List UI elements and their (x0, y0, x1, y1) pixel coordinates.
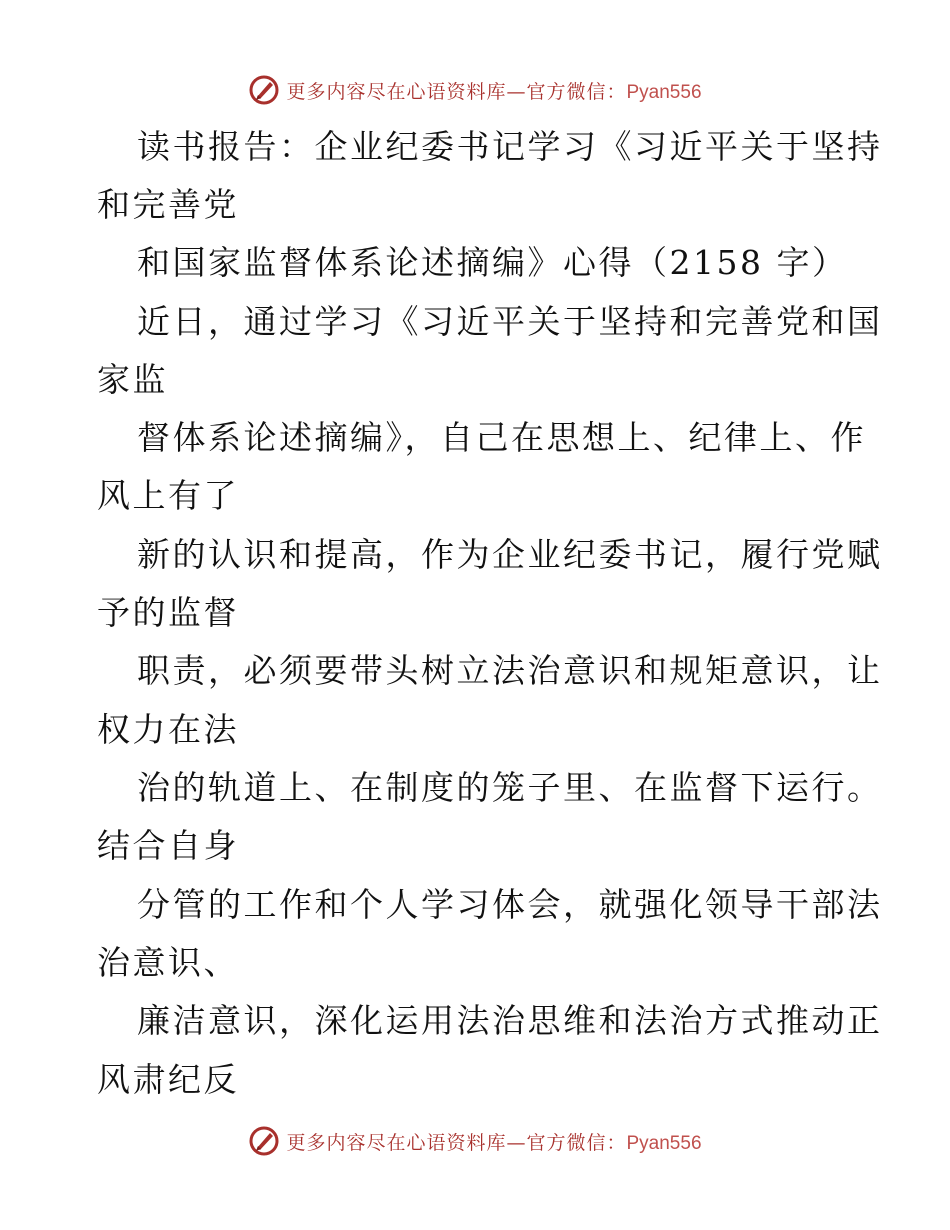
doc-line-14: 分管的工作和个人学习体会，就强化领导干部法 (137, 885, 883, 924)
footer-separator: — (506, 1131, 527, 1154)
doc-line-15: 治意识、 (97, 943, 239, 982)
header-brand-text: 更多内容尽在心语资料库 (286, 80, 507, 103)
header-contact-text: 官方微信： (526, 80, 627, 103)
doc-line-16: 廉洁意识，深化运用法治思维和法治方式推动正 (137, 1001, 883, 1040)
doc-line-12: 治的轨道上、在制度的笼子里、在监督下运行。 (137, 768, 883, 807)
doc-line-1: 读书报告：企业纪委书记学习《习近平关于坚持 (137, 127, 883, 166)
doc-line-17: 风肃纪反 (97, 1060, 239, 1099)
doc-line-7: 风上有了 (97, 476, 239, 515)
doc-line-2: 和完善党 (97, 185, 239, 224)
doc-line-3: 和国家监督体系论述摘编》心得（2158 字） (137, 243, 848, 282)
footer-watermark (0, 1121, 950, 1161)
header-wechat-id: Pyan556 (626, 81, 702, 103)
header-separator: — (506, 80, 527, 103)
pen-circle-logo-icon (248, 1125, 280, 1157)
doc-line-13: 结合自身 (97, 826, 239, 865)
doc-line-10: 职责，必须要带头树立法治意识和规矩意识，让 (137, 651, 883, 690)
doc-line-6: 督体系论述摘编》，自己在思想上、纪律上、作 (137, 418, 866, 457)
footer-wechat-id: Pyan556 (626, 1132, 702, 1154)
doc-line-9: 予的监督 (97, 593, 239, 632)
doc-line-8: 新的认识和提高，作为企业纪委书记，履行党赋 (137, 535, 883, 574)
doc-line-11: 权力在法 (97, 710, 239, 749)
footer-brand-text: 更多内容尽在心语资料库 (286, 1131, 507, 1154)
doc-line-4: 近日，通过学习《习近平关于坚持和完善党和国 (137, 302, 883, 341)
doc-line-5: 家监 (97, 360, 168, 399)
footer-contact-text: 官方微信： (526, 1131, 627, 1154)
